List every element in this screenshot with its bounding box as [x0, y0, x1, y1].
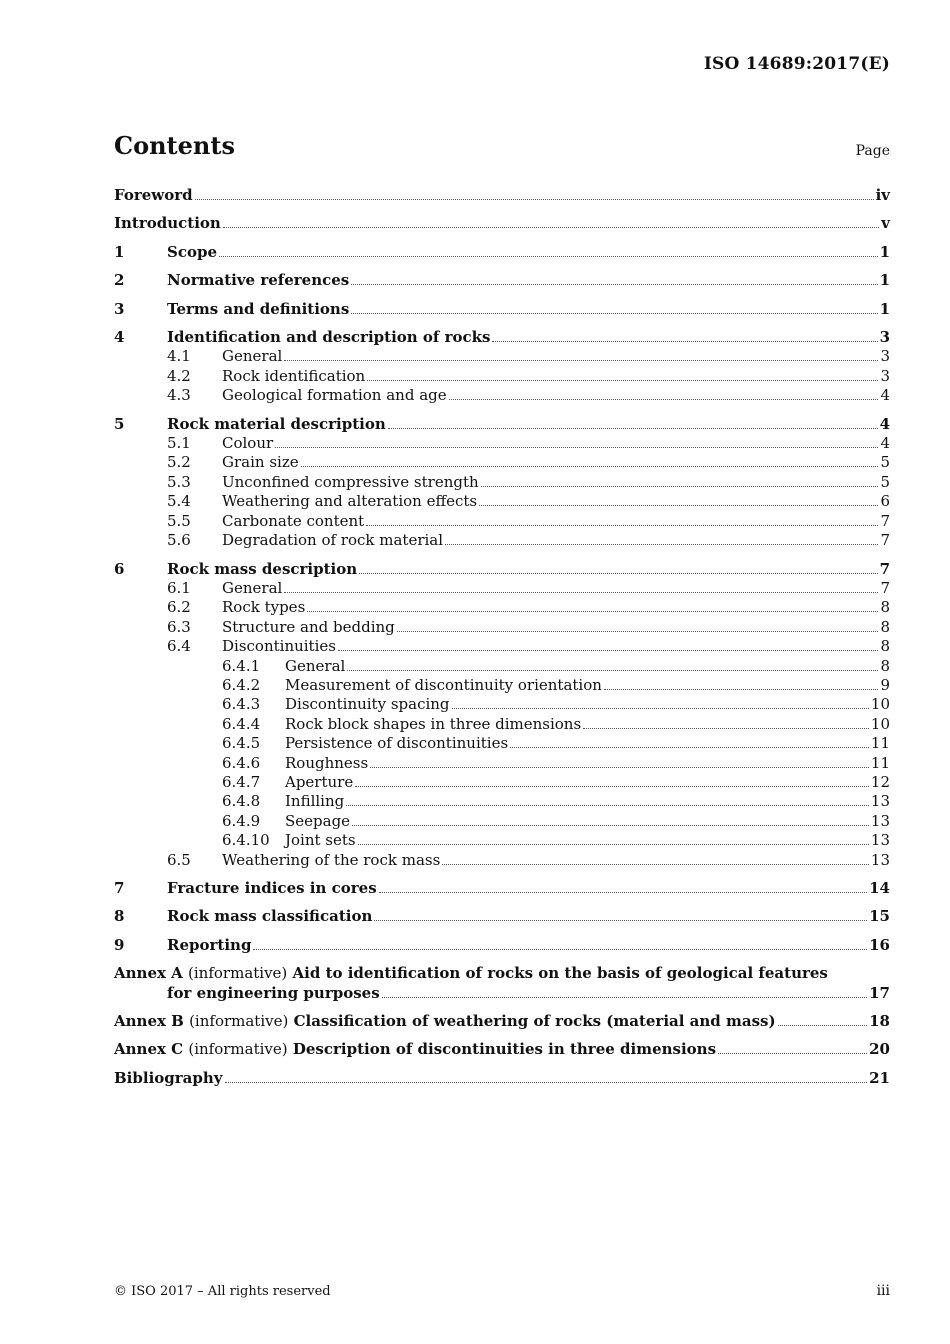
annex-label: Annex B [114, 1012, 184, 1031]
dot-leader [352, 825, 869, 826]
toc-entry-number: 5 [114, 414, 125, 433]
toc-entry-title: Carbonate content [222, 511, 365, 530]
toc-entry-page: 10 [870, 714, 890, 733]
toc-entry-title: Degradation of rock material [222, 531, 444, 550]
toc-entry-number: 6.4.7 [222, 772, 261, 791]
toc-entry-page: 13 [870, 792, 890, 811]
toc-entry-title: Rock block shapes in three dimensions [285, 714, 582, 733]
toc-entry-number: 5.1 [167, 434, 191, 453]
toc-entry-title: Identification and description of rocks [167, 328, 491, 347]
toc-entry-page: v [881, 214, 890, 233]
dot-leader [492, 341, 877, 342]
toc-entry-page: 8 [880, 598, 890, 617]
annex-type: (informative) [189, 1012, 289, 1031]
toc-entry-bibliography[interactable] [114, 1069, 890, 1088]
toc-entry-title: Infilling [285, 792, 345, 811]
dot-leader [718, 1053, 867, 1054]
toc-entry-title: Bibliography [114, 1068, 223, 1087]
dot-leader [359, 573, 877, 574]
toc-entry-annex-c[interactable] [114, 1040, 890, 1059]
toc-entry-page: 1 [879, 242, 890, 261]
dot-leader [382, 997, 867, 998]
annex-title-continued: for engineering purposes [167, 983, 380, 1002]
dot-leader [367, 380, 878, 381]
toc-entry-5-4[interactable] [114, 492, 890, 511]
toc-entry-title: Terms and definitions [167, 299, 350, 318]
toc-entry-page: 5 [880, 453, 890, 472]
dot-leader [225, 1082, 868, 1083]
toc-entry-number: 9 [114, 935, 125, 954]
toc-entry-title: Colour [222, 434, 274, 453]
toc-entry-page: 11 [870, 753, 890, 772]
toc-entry-page: 7 [879, 559, 890, 578]
toc-entry-title: Structure and bedding [222, 617, 395, 636]
toc-entry-number: 6.4.6 [222, 753, 261, 772]
dot-leader [223, 227, 879, 228]
dot-leader [307, 611, 878, 612]
dot-leader [510, 747, 869, 748]
dot-leader [370, 767, 869, 768]
toc-entry-7[interactable] [114, 879, 890, 898]
toc-entry-6[interactable] [114, 560, 890, 579]
toc-entry-4[interactable] [114, 328, 890, 347]
dot-leader [347, 670, 878, 671]
dot-leader [479, 505, 878, 506]
toc-entry-title: Foreword [114, 186, 193, 204]
dot-leader [379, 892, 867, 893]
toc-entry-introduction[interactable] [114, 214, 890, 233]
toc-entry-page: 1 [879, 271, 890, 290]
toc-entry-number: 5.3 [167, 472, 191, 491]
toc-entry-page: 16 [869, 935, 890, 954]
dot-leader [275, 447, 878, 448]
toc-entry-page: 7 [880, 578, 890, 597]
toc-entry-number: 6.4.9 [222, 811, 261, 830]
toc-entry-number: 6.4.10 [222, 831, 270, 850]
toc-entry-number: 6.4 [167, 637, 191, 656]
annex-a-line-2 [114, 984, 890, 1003]
footer-page-number: iii [876, 1283, 890, 1299]
toc-entry-page: 4 [880, 434, 890, 453]
toc-entry-number: 6.5 [167, 850, 191, 869]
dot-leader [358, 844, 869, 845]
toc-entry-number: 6.2 [167, 598, 191, 617]
toc-entry-page: 13 [870, 850, 890, 869]
toc-entry-title: Seepage [285, 811, 351, 830]
toc-entry-page: 8 [880, 637, 890, 656]
toc-entry-page: 12 [870, 772, 890, 791]
toc-entry-number: 6.4.3 [222, 695, 261, 714]
toc-entry-4-2[interactable] [114, 367, 890, 386]
dot-leader [604, 689, 879, 690]
toc-entry-page: 1 [879, 299, 890, 318]
annex-title: Aid to identification of rocks on the basis of geological features [292, 964, 828, 983]
toc-entry-page: 10 [870, 695, 890, 714]
toc-entry-title: Rock types [222, 598, 306, 617]
toc-entry-page: 15 [869, 907, 890, 926]
toc-entry-number: 8 [114, 907, 125, 926]
toc-entry-page: 18 [869, 1012, 890, 1031]
dot-leader [346, 805, 869, 806]
dot-leader [301, 466, 879, 467]
toc-entry-number: 4 [114, 328, 125, 347]
dot-leader [338, 650, 878, 651]
toc-entry-6-4-5[interactable] [114, 734, 890, 753]
dot-leader [452, 708, 869, 709]
toc-entry-title: Fracture indices in cores [167, 879, 377, 897]
toc-entry-page: 4 [879, 414, 890, 433]
page-column-label: Page [855, 143, 890, 159]
toc-entry-page: 7 [880, 511, 890, 530]
annex-a-line-1 [114, 964, 890, 983]
toc-entry-number: 3 [114, 299, 125, 318]
toc-entry-title: Persistence of discontinuities [285, 734, 509, 753]
toc-entry-8[interactable] [114, 907, 890, 926]
toc-entry-title: General [285, 656, 346, 675]
toc-entry-6-4-3[interactable] [114, 695, 890, 714]
dot-leader [219, 256, 878, 257]
toc-entry-page: 7 [880, 531, 890, 550]
toc-entry-number: 4.3 [167, 386, 191, 405]
toc-entry-6-4-10[interactable] [114, 831, 890, 850]
toc-entry-page: 21 [869, 1068, 890, 1087]
toc-entry-number: 6.4.2 [222, 675, 261, 694]
toc-entry-page: 14 [869, 879, 890, 897]
toc-entry-page: iv [875, 186, 890, 204]
toc-entry-4-1[interactable] [114, 347, 890, 366]
toc-entry-title: Measurement of discontinuity orientation [285, 675, 602, 694]
toc-entry-title: Discontinuities [222, 637, 336, 656]
toc-entry-page: 3 [880, 347, 890, 366]
toc-entry-title: Geological formation and age [222, 386, 447, 405]
toc-entry-number: 6.4.5 [222, 734, 261, 753]
toc-entry-6-1[interactable] [114, 579, 890, 598]
toc-entry-5[interactable] [114, 415, 890, 434]
toc-entry-number: 5.5 [167, 511, 191, 530]
annex-title: Description of discontinuities in three dimensions [292, 1040, 717, 1059]
toc-entry-title: Scope [167, 242, 218, 261]
toc-entry-annex-b[interactable] [114, 1012, 890, 1031]
toc-entry-title: General [222, 578, 283, 597]
toc-entry-page: 5 [880, 472, 890, 491]
toc-entry-4-3[interactable] [114, 386, 890, 405]
toc-entry-title: Unconfined compressive strength [222, 472, 479, 491]
dot-leader [284, 360, 878, 361]
dot-leader [284, 592, 878, 593]
toc-entry-title: Rock mass classification [167, 907, 373, 926]
toc-entry-number: 2 [114, 271, 125, 290]
toc-entry-6-3[interactable] [114, 618, 890, 637]
toc-entry-number: 5.2 [167, 453, 191, 472]
toc-entry-number: 1 [114, 242, 125, 261]
contents-title: Contents [114, 131, 235, 160]
toc-entry-number: 6.4.4 [222, 714, 261, 733]
toc-entry-5-3[interactable] [114, 473, 890, 492]
toc-entry-number: 4.1 [167, 347, 191, 366]
annex-label: Annex A [114, 964, 183, 983]
toc-entry-6-4-2[interactable] [114, 676, 890, 695]
toc-entry-number: 5.4 [167, 492, 191, 511]
toc-entry-number: 6.3 [167, 617, 191, 636]
toc-entry-annex-a[interactable] [114, 964, 890, 1003]
toc-entry-6-4-4[interactable] [114, 715, 890, 734]
toc-entry-6-2[interactable] [114, 598, 890, 617]
dot-leader [445, 544, 878, 545]
toc-entry-title: General [222, 347, 283, 366]
toc-entry-number: 4.2 [167, 366, 191, 385]
toc-entry-5-5[interactable] [114, 512, 890, 531]
toc-entry-number: 6.4.1 [222, 656, 261, 675]
dot-leader [583, 728, 869, 729]
toc-entry-title: Introduction [114, 214, 221, 233]
toc-entry-page: 11 [870, 734, 890, 753]
toc-entry-5-6[interactable] [114, 531, 890, 550]
toc-entry-page: 8 [880, 617, 890, 636]
toc-entry-title: Aperture [285, 772, 354, 791]
toc-entry-6-4-7[interactable] [114, 773, 890, 792]
toc-entry-5-1[interactable] [114, 434, 890, 453]
toc-entry-number: 6.4.8 [222, 792, 261, 811]
toc-entry-page: 13 [870, 831, 890, 850]
dot-leader [449, 399, 879, 400]
dot-leader [481, 486, 879, 487]
toc-entry-6-4-8[interactable] [114, 792, 890, 811]
toc-entry-number: 6 [114, 559, 125, 578]
toc-entry-title: Weathering of the rock mass [222, 850, 441, 869]
annex-type: (informative) [188, 1040, 288, 1059]
toc-entry-page: 13 [870, 811, 890, 830]
dot-leader [195, 199, 874, 200]
toc-entry-title: Normative references [167, 271, 350, 290]
annex-heading [114, 1012, 776, 1031]
toc-entry-title: Rock material description [167, 414, 386, 433]
toc-entry-title: Discontinuity spacing [285, 695, 450, 714]
toc-entry-page: 20 [869, 1040, 890, 1059]
toc-entry-6-4-6[interactable] [114, 754, 890, 773]
toc-entry-page: 9 [880, 675, 890, 694]
toc-entry-5-2[interactable] [114, 453, 890, 472]
dot-leader [366, 525, 878, 526]
toc-entry-1[interactable] [114, 243, 890, 262]
dot-leader [442, 864, 869, 865]
dot-leader [355, 786, 869, 787]
annex-type: (informative) [188, 964, 288, 983]
toc-entry-page: 8 [880, 656, 890, 675]
annex-label: Annex C [114, 1040, 184, 1059]
toc-entry-title: Joint sets [285, 831, 356, 850]
toc-entry-6-4-9[interactable] [114, 812, 890, 831]
toc-entry-title: Weathering and alteration effects [222, 492, 478, 511]
dot-leader [253, 949, 867, 950]
document-id: ISO 14689:2017(E) [703, 54, 890, 74]
annex-title: Classification of weathering of rocks (material and mass) [293, 1012, 776, 1031]
toc-entry-6-4[interactable] [114, 637, 890, 656]
toc-entry-title: Grain size [222, 453, 299, 472]
toc-entry-page: 4 [880, 386, 890, 405]
dot-leader [374, 920, 867, 921]
dot-leader [351, 313, 877, 314]
dot-leader [388, 428, 878, 429]
toc-entry-title: Roughness [285, 753, 369, 772]
footer-copyright: © ISO 2017 – All rights reserved [114, 1284, 331, 1299]
toc-entry-number: 5.6 [167, 531, 191, 550]
toc-entry-title: Reporting [167, 935, 252, 954]
dot-leader [778, 1025, 868, 1026]
table-of-contents [114, 186, 890, 1088]
toc-entry-page: 3 [880, 366, 890, 385]
toc-entry-2[interactable] [114, 271, 890, 290]
toc-entry-number: 7 [114, 879, 125, 897]
toc-entry-title: Rock mass description [167, 559, 358, 578]
dot-leader [397, 631, 879, 632]
dot-leader [351, 284, 877, 285]
toc-entry-title: Rock identification [222, 366, 366, 385]
annex-heading [114, 1040, 716, 1059]
toc-entry-9[interactable] [114, 936, 890, 955]
toc-entry-page: 17 [869, 983, 890, 1002]
toc-entry-3[interactable] [114, 300, 890, 319]
toc-entry-page: 6 [880, 492, 890, 511]
toc-entry-page: 3 [879, 328, 890, 347]
toc-entry-number: 6.1 [167, 578, 191, 597]
toc-entry-6-4-1[interactable] [114, 657, 890, 676]
toc-entry-foreword[interactable] [114, 186, 890, 205]
toc-entry-6-5[interactable] [114, 851, 890, 870]
